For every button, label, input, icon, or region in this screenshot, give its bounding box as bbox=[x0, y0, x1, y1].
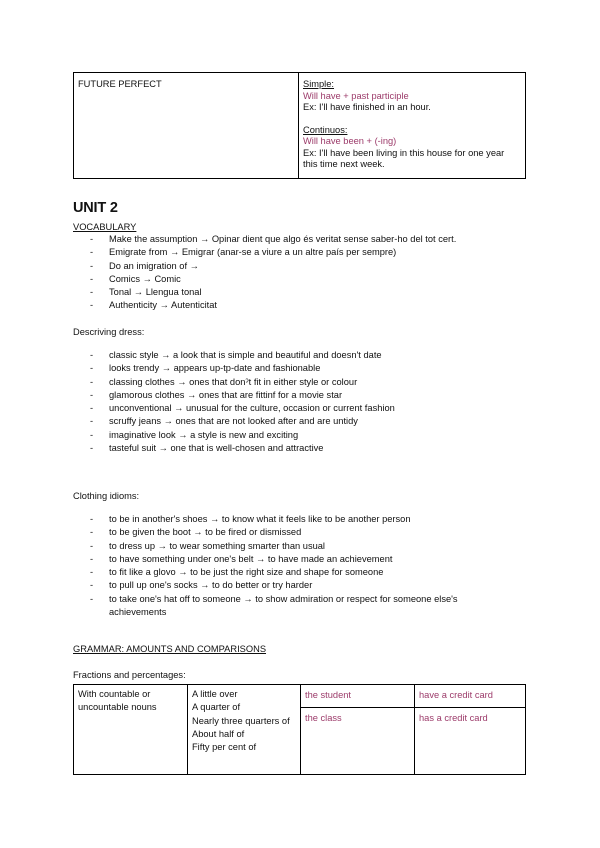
tense-forms-cell bbox=[299, 73, 526, 179]
list-item: - unconventional → unusual for the culture, occasion or current fashion bbox=[90, 403, 395, 414]
simple-example: Ex: I'll have finished in an hour. bbox=[303, 102, 431, 112]
simple-heading: Simple: bbox=[303, 79, 335, 89]
fraction-expression: A little over bbox=[192, 689, 238, 699]
list-item: - to take one's hat off to someone → to show admiration or respect for someone else's achievements bbox=[90, 593, 458, 618]
clothing-idioms-label: Clothing idioms: bbox=[73, 491, 140, 501]
continuous-formula: Will have been + (-ing) bbox=[303, 136, 397, 146]
fraction-expression: Nearly three quarters of bbox=[192, 715, 290, 726]
list-item: - Emigrate from → Emigrar (anar-se a viure a un altre país per sempre) bbox=[90, 247, 397, 258]
clothing-idioms-list bbox=[73, 513, 503, 619]
simple-formula: Will have + past participle bbox=[303, 90, 409, 101]
list-item: - to have something under one's belt → to have made an achievement bbox=[90, 553, 393, 564]
fraction-expression: A quarter of bbox=[192, 702, 241, 713]
tense-name-cell bbox=[74, 73, 299, 179]
fraction-expression: Fifty per cent of bbox=[192, 742, 257, 753]
grammar-heading: GRAMMAR: AMOUNTS AND COMPARISONS bbox=[73, 644, 267, 654]
list-item: - classing clothes → ones that donˀt fit in either style or colour bbox=[90, 376, 358, 387]
noun-type-cell bbox=[74, 685, 188, 775]
subject-cell: the student bbox=[301, 685, 415, 708]
continuous-heading: Continuos: bbox=[303, 124, 348, 135]
list-item: - Comics → Comic bbox=[90, 273, 181, 284]
list-item: - Tonal → Llengua tonal bbox=[90, 287, 202, 298]
unit-title: UNIT 2 bbox=[73, 200, 118, 216]
list-item: - glamorous clothes → ones that are fittinf for a movie star bbox=[90, 389, 343, 400]
list-item: - imaginative look → a style is new and exciting bbox=[90, 429, 299, 440]
continuous-example: Ex: I'll have been living in this house for one year this time next week. bbox=[303, 147, 505, 169]
vocabulary-list bbox=[73, 233, 456, 313]
list-item: - scruffy jeans → ones that are not looked after and are untidy bbox=[90, 416, 358, 427]
noun-type: With countable or uncountable nouns bbox=[78, 689, 157, 712]
list-item: - tasteful suit → one that is well-chosen and attractive bbox=[90, 443, 324, 454]
future-perfect-table bbox=[73, 72, 526, 179]
list-item: - to pull up one's socks → to do better or try harder bbox=[90, 580, 313, 591]
fraction-expressions-cell bbox=[188, 685, 301, 775]
describing-dress-label: Descriving dress: bbox=[73, 327, 145, 337]
list-item: - to fit like a glovo → to be just the right size and shape for someone bbox=[90, 567, 384, 578]
list-item: - Authenticity → Autenticitat bbox=[90, 300, 218, 311]
describing-dress-list bbox=[73, 349, 395, 455]
tense-name: FUTURE PERFECT bbox=[78, 79, 162, 89]
verb-cell: has a credit card bbox=[415, 708, 526, 775]
list-item: - looks trendy → appears up-tp-date and fashionable bbox=[90, 363, 321, 374]
list-item: - to be given the boot → to be fired or dismissed bbox=[90, 527, 302, 538]
verb-cell: have a credit card bbox=[415, 685, 526, 708]
list-item: - to be in another's shoes → to know what it feels like to be another person bbox=[90, 514, 411, 524]
fractions-label: Fractions and percentages: bbox=[73, 670, 186, 680]
vocabulary-heading: VOCABULARY bbox=[73, 222, 137, 232]
list-item: - to dress up → to wear something smarter than usual bbox=[90, 540, 325, 551]
list-item: - classic style → a look that is simple and beautiful and doesn't date bbox=[90, 350, 382, 360]
list-item: - Do an imigration of → bbox=[90, 260, 199, 271]
fraction-expression: About half of bbox=[192, 728, 245, 739]
fractions-table bbox=[73, 684, 526, 775]
list-item: - Make the assumption → Opinar dient que algo és veritat sense saber-ho del tot cert. bbox=[90, 234, 457, 244]
subject-cell: the class bbox=[301, 708, 415, 775]
